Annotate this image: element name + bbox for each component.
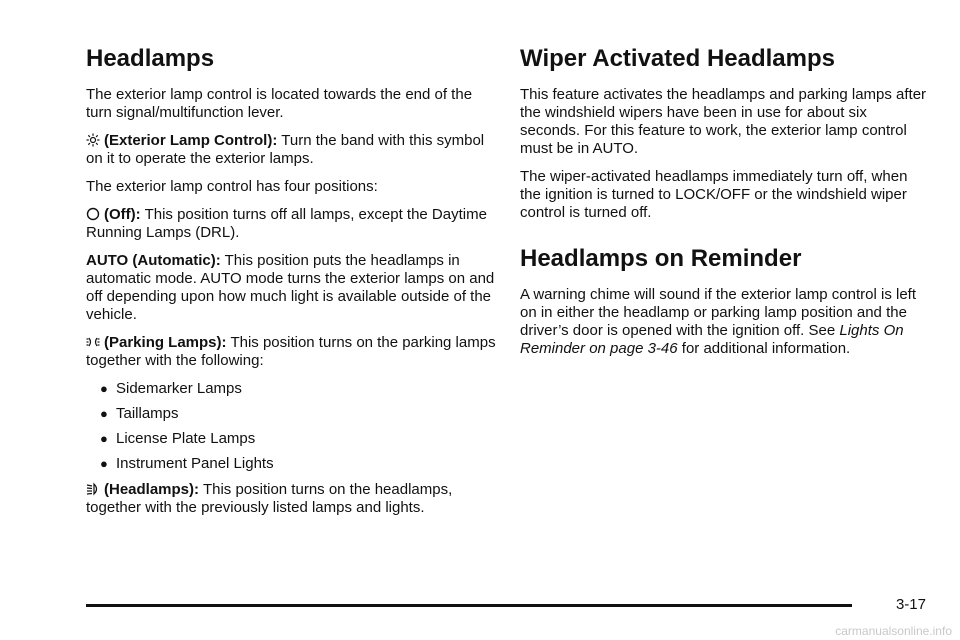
exterior-lamp-paragraph [86,132,496,168]
exterior-label: (Exterior Lamp Control): [104,132,278,149]
auto-label: AUTO (Automatic): [86,252,221,269]
sun-icon [86,133,100,147]
list-item: ● Sidemarker Lamps [100,380,242,397]
parking-lamp-icon [86,335,100,349]
parking-text: This position turns on the parking lamps together with the following: [86,334,496,369]
wiper-paragraph-2: The wiper-activated headlamps immediately turn off, when the ignition is turned to LOCK/OFF or the windshield wiper control is turned off. [520,168,908,221]
positions-intro: The exterior lamp control has four positions: [86,178,378,195]
intro-paragraph: The exterior lamp control is located towards the end of the turn signal/multifunction lever. [86,86,473,121]
lamp-list [86,380,496,473]
circle-off-icon [86,207,100,221]
bullet-icon: ● [100,431,108,446]
wiper-paragraph-1: This feature activates the headlamps and parking lamps after the windshield wipers have been in use for about six seconds. For this feature to work, the exterior lamp control must be in AUTO. [520,86,927,157]
bullet-icon: ● [100,456,108,471]
list-item: ● License Plate Lamps [100,430,256,447]
headlamps-heading: Headlamps [86,45,215,72]
reminder-link[interactable]: Lights On Reminder on page 3-46 [520,322,904,357]
footer-rule [86,604,852,607]
exterior-text: Turn the band with this symbol on it to operate the exterior lamps. [86,132,485,167]
reminder-paragraph: A warning chime will sound if the exterior lamp control is left on in either the headlamp or parking lamp position and the driver’s door is opened with the ignition off. See Lights On Reminder on page 3-46 for additional information. [520,286,917,357]
watermark: carmanualsonline.info [835,624,952,638]
off-label: (Off): [104,206,141,223]
headlamps-text: This position turns on the headlamps, together with the previously listed lamps and lights. [86,481,453,516]
headlamps-label: (Headlamps): [104,481,200,498]
headlamps-paragraph [86,481,496,517]
bullet-icon: ● [100,406,108,421]
list-item: ● Taillamps [100,405,179,422]
parking-paragraph [86,334,496,370]
headlamp-icon [86,482,100,496]
wiper-heading: Wiper Activated Headlamps [520,45,835,72]
list-item: ● Instrument Panel Lights [100,455,274,472]
left-column [86,44,496,527]
auto-paragraph [86,252,496,324]
auto-text: This position puts the headlamps in automatic mode. AUTO mode turns the exterior lamps on and off depending upon how much light is available outside of the vehicle. [86,252,495,323]
parking-label: (Parking Lamps): [104,334,227,351]
reminder-heading: Headlamps on Reminder [520,245,802,272]
page-number: 3-17 [895,596,926,613]
off-text: This position turns off all lamps, except the Daytime Running Lamps (DRL). [86,206,487,241]
bullet-icon: ● [100,381,108,396]
off-paragraph [86,206,496,242]
right-column [520,44,930,368]
